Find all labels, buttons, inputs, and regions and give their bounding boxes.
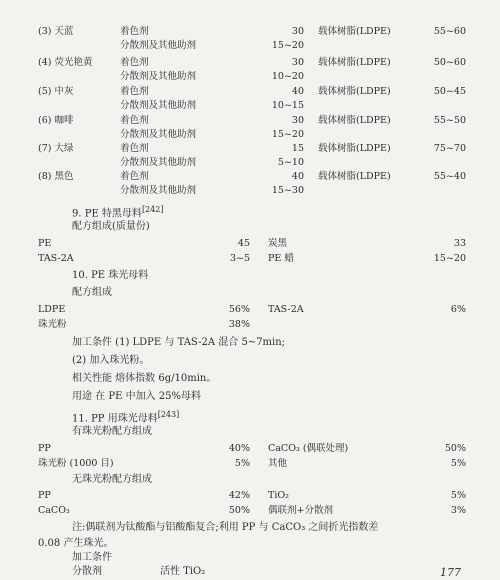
processing-step: 加工条件 (1) LDPE 与 TAS-2A 混合 5~7min; xyxy=(72,337,286,348)
component-name: 分散剂及其他助剂 xyxy=(120,71,197,82)
page-number: 177 xyxy=(440,566,461,579)
ingredient-value: 3% xyxy=(450,505,466,516)
ingredient-name: CaCO₃ xyxy=(38,505,70,516)
section-title-text: 11. PP 用珠光母料 xyxy=(72,413,158,425)
component-value: 30 xyxy=(291,57,304,68)
carrier-value: 50~45 xyxy=(433,86,466,97)
component-value: 30 xyxy=(291,26,304,37)
component-value: 15 xyxy=(291,143,304,154)
component-value: 15~20 xyxy=(271,40,304,51)
component-value: 30 xyxy=(291,115,304,126)
ingredient-value: 38% xyxy=(228,319,250,330)
ingredient-name: PP xyxy=(38,443,51,454)
ingredient-name: TAS-2A xyxy=(38,253,74,264)
section-subtitle: 有珠光粉配方组成 xyxy=(72,426,152,437)
row-label: (3) 天蓝 xyxy=(38,26,74,37)
ingredient-value: 15~20 xyxy=(433,253,466,264)
component-value: 15~20 xyxy=(271,129,304,140)
carrier-name: 载体树脂(LDPE) xyxy=(318,57,391,68)
ingredient-value: 5% xyxy=(234,458,250,469)
ingredient-name: CaCO₃ (偶联处理) xyxy=(268,443,349,454)
flow-input-tio2: 活性 TiO₂ xyxy=(160,566,206,577)
component-name: 着色剂 xyxy=(120,57,149,68)
component-value: 40 xyxy=(291,86,304,97)
ingredient-value: 6% xyxy=(450,304,466,315)
ingredient-value: 50% xyxy=(444,443,466,454)
carrier-value: 55~40 xyxy=(433,171,466,182)
component-name: 着色剂 xyxy=(120,26,149,37)
carrier-name: 载体树脂(LDPE) xyxy=(318,171,391,182)
ingredient-value: 50% xyxy=(228,505,250,516)
process-title: 加工条件 xyxy=(72,552,112,563)
ingredient-value: 40% xyxy=(228,443,250,454)
ingredient-value: 3~5 xyxy=(229,253,250,264)
ingredient-value: 33 xyxy=(453,238,466,249)
carrier-name: 载体树脂(LDPE) xyxy=(318,143,391,154)
ingredient-value: 42% xyxy=(228,490,250,501)
component-name: 着色剂 xyxy=(120,171,149,182)
component-name: 着色剂 xyxy=(120,115,149,126)
carrier-name: 载体树脂(LDPE) xyxy=(318,86,391,97)
note-text: 0.08 产生珠光。 xyxy=(38,538,114,549)
ingredient-name: PE 蜡 xyxy=(268,253,294,264)
section-subtitle: 配方组成 xyxy=(72,287,112,298)
property-text: 相关性能 熔体指数 6g/10min。 xyxy=(72,373,217,384)
component-name: 分散剂及其他助剂 xyxy=(120,157,197,168)
flow-input-dispersant: 分散剂 xyxy=(72,566,102,577)
section-subtitle: 无珠光粉配方组成 xyxy=(72,474,152,485)
usage-text: 用途 在 PE 中加入 25%母料 xyxy=(72,391,201,402)
row-label: (8) 黑色 xyxy=(38,171,74,182)
carrier-name: 载体树脂(LDPE) xyxy=(318,26,391,37)
section-subtitle: 配方组成(质量份) xyxy=(72,221,150,232)
reference-mark: [243] xyxy=(157,410,180,419)
ingredient-name: TiO₂ xyxy=(268,490,289,501)
carrier-value: 55~50 xyxy=(433,115,466,126)
section-title xyxy=(72,409,179,425)
section-title: 10. PE 珠光母料 xyxy=(72,270,149,281)
component-value: 10~20 xyxy=(271,71,304,82)
component-name: 分散剂及其他助剂 xyxy=(120,185,197,196)
ingredient-name: 炭黑 xyxy=(268,238,288,249)
component-value: 10~15 xyxy=(271,100,304,111)
section-title-text: 9. PE 特黑母料 xyxy=(72,208,142,220)
section-title xyxy=(72,204,163,220)
processing-step: (2) 加入珠光粉。 xyxy=(72,355,150,366)
ingredient-name: 珠光粉 xyxy=(38,319,67,330)
row-label: (6) 咖啡 xyxy=(38,115,74,126)
ingredient-name: 珠光粉 (1000 目) xyxy=(38,458,114,469)
ingredient-name: PE xyxy=(38,238,52,249)
ingredient-value: 5% xyxy=(450,490,466,501)
component-name: 分散剂及其他助剂 xyxy=(120,40,197,51)
ingredient-name: 其他 xyxy=(268,458,288,469)
carrier-value: 55~60 xyxy=(433,26,466,37)
ingredient-name: TAS-2A xyxy=(268,304,304,315)
carrier-name: 载体树脂(LDPE) xyxy=(318,115,391,126)
row-label: (4) 荧光艳黄 xyxy=(38,57,93,68)
ingredient-name: LDPE xyxy=(38,304,66,315)
component-name: 分散剂及其他助剂 xyxy=(120,129,197,140)
ingredient-name: PP xyxy=(38,490,51,501)
ingredient-value: 45 xyxy=(237,238,250,249)
ingredient-name: 偶联剂+分散剂 xyxy=(268,505,333,516)
component-value: 15~30 xyxy=(271,185,304,196)
component-value: 40 xyxy=(291,171,304,182)
component-name: 着色剂 xyxy=(120,86,149,97)
component-value: 5~10 xyxy=(277,157,304,168)
row-label: (7) 大绿 xyxy=(38,143,74,154)
carrier-value: 50~60 xyxy=(433,57,466,68)
ingredient-value: 5% xyxy=(450,458,466,469)
ingredient-value: 56% xyxy=(228,304,250,315)
note-text: 注:偶联剂为钛酸酯与铝酸酯复合;利用 PP 与 CaCO₃ 之间折光指数差 xyxy=(72,522,379,533)
carrier-value: 75~70 xyxy=(433,143,466,154)
reference-mark: [242] xyxy=(141,205,164,214)
row-label: (5) 中灰 xyxy=(38,86,74,97)
component-name: 着色剂 xyxy=(120,143,149,154)
component-name: 分散剂及其他助剂 xyxy=(120,100,197,111)
